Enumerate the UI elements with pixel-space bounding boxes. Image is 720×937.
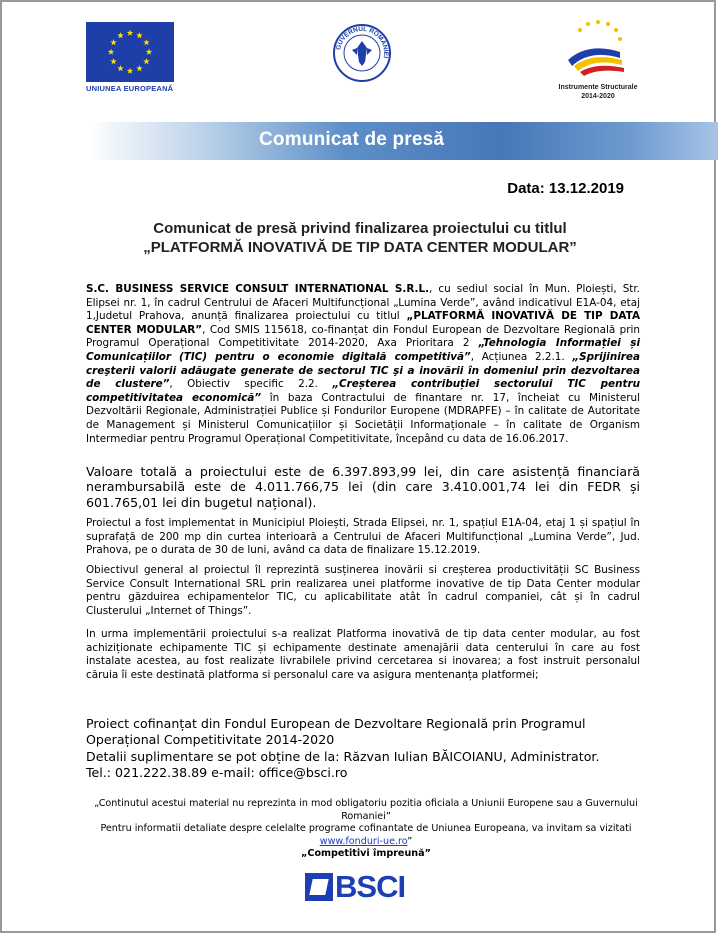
intro-text-2: , Cod SMIS 115618, co-finanțat din Fondul European de Dezvoltare Regională prin Programul Operațional Competitivitate 2014-2020, Axa Prioritara 2 <box>86 323 640 350</box>
eu-caption: UNIUNEA EUROPEANĂ <box>86 84 174 93</box>
is-caption <box>558 83 638 101</box>
paragraph-project-value: Valoare totală a proiectului este de 6.397.893,99 lei, din care asistență financiară nerambursabilă este de 4.011.766,75 lei (din care 3.410.001,74 lei din FEDR și 601.765,01 lei din bugetul național). <box>86 464 640 510</box>
gov-seal-text: GUVERNUL ROMÂNIEI <box>335 25 390 59</box>
paragraph-objective: Obiectivul general al proiectul îl reprezintă susținerea inovării si creșterea productivității SC Business Service Consult International SRL prin realizarea unei platforme inovative de tip Data Center modular pentru găzduirea echipamentelor TIC, cu aplicabilitate atât în cadrul companiei, cât și în cadrul Clusterului „Internet of Things”. <box>86 564 640 617</box>
specific-objective: „Creșterea contribuției sectorului TIC pentru competitivitatea economică” <box>86 378 640 404</box>
paragraph-project-intro <box>86 283 640 446</box>
contact-person: Detalii suplimentare se pot obține de la: Răzvan Iulian BĂICOIANU, Administrator. <box>86 748 600 764</box>
fonduri-ue-link[interactable]: www.fonduri-ue.ro <box>319 835 408 847</box>
company-name: S.C. BUSINESS SERVICE CONSULT INTERNATIONAL S.R.L. <box>86 283 430 295</box>
eu-disclaimer <box>86 798 646 861</box>
intro-text-4: , Obiectiv specific 2.2. <box>169 378 333 391</box>
project-title: „PLATFORMĂ INOVATIVĂ DE TIP DATA CENTER MODULAR” <box>86 310 640 336</box>
press-release-heading <box>2 219 718 257</box>
tagline: „Competitivi împreună” <box>301 848 431 860</box>
intro-text-5: în baza Contractului de finantare nr. 17, încheiat cu Ministerul Dezvoltării Regionale, Administrației Publice și Fondurilor Europene (MDRAPFE) – în calitate de Autoritate de Management și Ministerul Comunicațiilor și Societății Informaționale – în calitate de Organism Intermediar pentru Programul Operațional Competitivitate, începând cu data de 16.06.2017. <box>86 391 640 445</box>
bsci-logo-text: BSCI <box>335 869 406 904</box>
intro-text-1: , cu sediul social în Mun. Ploiești, Str. Elipsei nr. 1, în cadrul Centrului de Afaceri Multifuncțional „Lumina Verde”, având indicativul E1A-04, etaj 1,Judetul Prahova, anunță finalizarea proiectului cu titlul <box>86 283 640 323</box>
funding-contact-block <box>86 716 666 782</box>
banner-title: Comunicat de presă <box>259 129 445 150</box>
disclaimer-invite-text: Pentru informatii detaliate despre celelalte programe cofinantate de Uniunea Europeana, va invitam sa vizitati <box>100 823 632 835</box>
government-seal-icon <box>332 22 392 84</box>
eu-logo <box>86 22 176 93</box>
eu-flag-icon <box>86 22 174 82</box>
instrumente-structurale-logo <box>558 16 638 101</box>
funding-line2: Operațional Competitivitate 2014-2020 <box>86 732 335 748</box>
paragraph-implementation: Proiectul a fost implementat in Municipiul Ploiești, Strada Elipsei, nr. 1, spațiul E1A-04, etaj 1 și spațiul în suprafață de 200 mp din curtea interioară a Centrului de Afaceri Multifuncțional „Lumina Verde”, Jud. Prahova, pe o durata de 30 de luni, având ca data de finalizare 15.12.2019. <box>86 517 640 557</box>
instrumente-structurale-icon <box>558 16 638 78</box>
disclaimer-quote-end: ” <box>407 835 413 847</box>
bsci-mark-icon <box>305 873 333 901</box>
action-name: „Sprijinirea creşterii valorii adăugate generate de sectorul TIC şi a inovării în domeniul prin dezvoltarea de clustere” <box>86 350 640 391</box>
is-caption-line2: 2014-2020 <box>581 93 615 100</box>
press-release-banner <box>2 122 718 160</box>
release-date: Data: 13.12.2019 <box>507 180 624 197</box>
disclaimer-line2 <box>86 823 646 848</box>
is-caption-line1: Instrumente Structurale <box>558 84 638 91</box>
disclaimer-line1: „Continutul acestui material nu reprezinta in mod obligatoriu pozitia oficiala a Uniunii Europene sau a Guvernului Romaniei” <box>94 798 638 822</box>
priority-axis: „Tehnologia Informației și Comunicațiilor (TIC) pentru o economie digitală competitivă” <box>86 337 641 363</box>
intro-text-3: , Acțiunea 2.2.1. <box>470 350 573 363</box>
funding-line1: Proiect cofinanțat din Fondul European de Dezvoltare Regională prin Programul <box>86 716 586 731</box>
contact-phone-email: Tel.: 021.222.38.89 e-mail: office@bsci.ro <box>86 765 348 781</box>
paragraph-results: In urma implementării proiectului s-a realizat Platforma inovativă de tip data center modular, au fost achiziționate echipamente TIC și echipamente destinate amenajării data centerului în care au fost instalate acestea, au fost realizate livrabilele privind cercetarea si inovarea; a fost instruit personalul căruia îi este destinată platforma si personalul care va asigura mentenanța platformei; <box>86 628 640 681</box>
heading-line1: Comunicat de presă privind finalizarea proiectului cu titlul <box>153 220 567 237</box>
heading-line2: „PLATFORMĂ INOVATIVĂ DE TIP DATA CENTER MODULAR” <box>143 239 577 256</box>
bsci-logo <box>305 870 415 904</box>
